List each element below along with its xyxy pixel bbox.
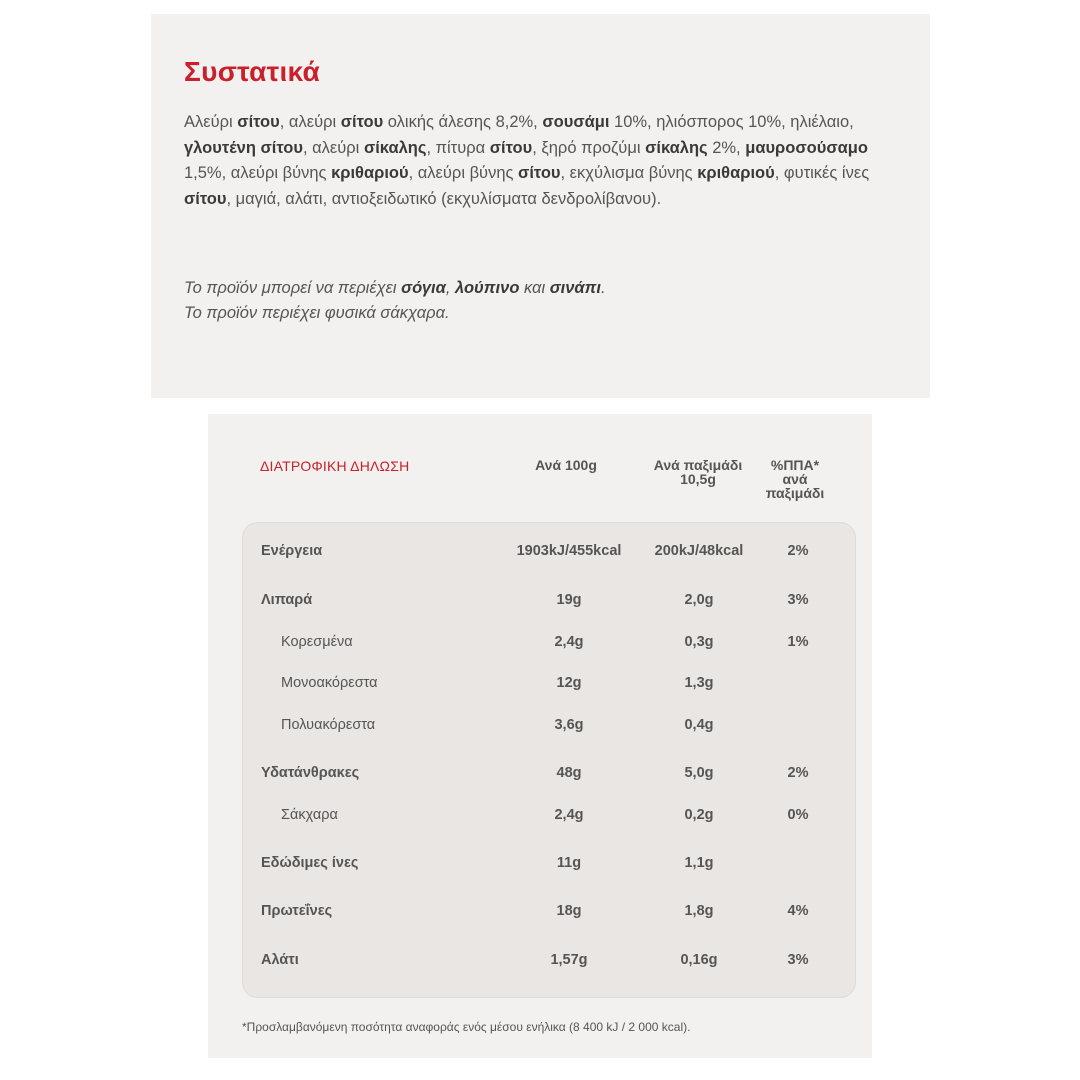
value-per-rusk: 2,0g <box>684 592 714 608</box>
value-per-rusk: 0,4g <box>684 717 714 733</box>
nutrient-name: Μονοακόρεστα <box>281 675 378 691</box>
value-per-rusk: 1,3g <box>684 675 714 691</box>
value-per-rusk: 1,1g <box>684 855 714 871</box>
nutrient-name: Αλάτι <box>261 952 299 968</box>
value-reference-intake: 2% <box>787 543 809 559</box>
value-per-100g: 1,57g <box>550 952 588 968</box>
header-reference-intake: %ΠΠΑ* ανά παξιμάδι <box>765 457 825 501</box>
nutrient-name: Κορεσμένα <box>281 634 353 650</box>
table-row <box>243 592 855 612</box>
value-per-100g: 1903kJ/455kcal <box>516 543 622 559</box>
ingredients-card <box>151 14 930 398</box>
value-per-100g: 11g <box>556 855 582 871</box>
value-per-rusk: 5,0g <box>684 765 714 781</box>
value-per-rusk: 0,3g <box>684 634 714 650</box>
value-per-100g: 12g <box>556 675 582 691</box>
nutrition-title: ΔΙΑΤΡΟΦΙΚΗ ΔΗΛΩΣΗ <box>260 458 410 474</box>
allergen-note: Το προϊόν μπορεί να περιέχει σόγια, λούπινο και σινάπι. <box>184 279 606 297</box>
nutrition-table <box>242 522 856 998</box>
table-row <box>243 903 855 923</box>
table-row <box>243 634 855 654</box>
nutrient-name: Εδώδιμες ίνες <box>261 855 359 871</box>
nutrient-name: Πολυακόρεστα <box>281 717 376 733</box>
nutrient-name: Πρωτεΐνες <box>261 903 333 919</box>
header-per-rusk: Ανά παξιμάδι 10,5g <box>653 457 743 487</box>
value-per-100g: 2,4g <box>554 634 584 650</box>
header-per-100g: Ανά 100g <box>535 457 597 473</box>
ingredients-title: Συστατικά <box>184 56 321 87</box>
nutrient-name: Υδατάνθρακες <box>261 765 360 781</box>
value-per-rusk: 0,2g <box>684 807 714 823</box>
value-reference-intake: 0% <box>787 807 809 823</box>
table-row <box>243 952 855 972</box>
value-per-100g: 19g <box>556 592 582 608</box>
value-reference-intake: 3% <box>787 592 809 608</box>
nutrient-name: Σάκχαρα <box>281 807 338 823</box>
table-row <box>243 807 855 827</box>
ingredients-text: Αλεύρι σίτου, αλεύρι σίτου ολικής άλεσης 8,2%, σουσάμι 10%, ηλιόσπορος 10%, ηλιέλαιο, γλουτένη σίτου, αλεύρι σίκαλης, πίτυρα σίτου, ξηρό προζύμι σίκαλης 2%, μαυροσούσαμο 1,5%, αλεύρι βύνης κριθαριού, αλεύρι βύνης σίτου, εκχύλισμα βύνης κριθαριού, φυτικές ίνες σίτου, μαγιά, αλάτι, αντιοξειδωτικό (εκχυλίσματα δενδρολίβανου). <box>184 113 870 208</box>
sugar-note: Το προϊόν περιέχει φυσικά σάκχαρα. <box>184 304 450 322</box>
table-row <box>243 717 855 737</box>
nutrition-card <box>208 414 872 1058</box>
table-row <box>243 855 855 875</box>
value-per-100g: 2,4g <box>554 807 584 823</box>
value-reference-intake: 1% <box>787 634 809 650</box>
nutrient-name: Λιπαρά <box>261 592 313 608</box>
ingredients-notes <box>184 276 896 326</box>
value-reference-intake: 3% <box>787 952 809 968</box>
value-reference-intake: 4% <box>787 903 809 919</box>
value-per-100g: 3,6g <box>554 717 584 733</box>
value-per-rusk: 200kJ/48kcal <box>654 543 744 559</box>
nutrient-name: Ενέργεια <box>261 543 323 559</box>
value-per-100g: 18g <box>556 903 582 919</box>
table-row <box>243 543 855 563</box>
value-per-rusk: 0,16g <box>680 952 718 968</box>
value-reference-intake: 2% <box>787 765 809 781</box>
table-row <box>243 765 855 785</box>
value-per-rusk: 1,8g <box>684 903 714 919</box>
table-row <box>243 675 855 695</box>
footnote: *Προσλαμβανόμενη ποσότητα αναφοράς ενός μέσου ενήλικα (8 400 kJ / 2 000 kcal). <box>242 1020 691 1034</box>
value-per-100g: 48g <box>556 765 582 781</box>
